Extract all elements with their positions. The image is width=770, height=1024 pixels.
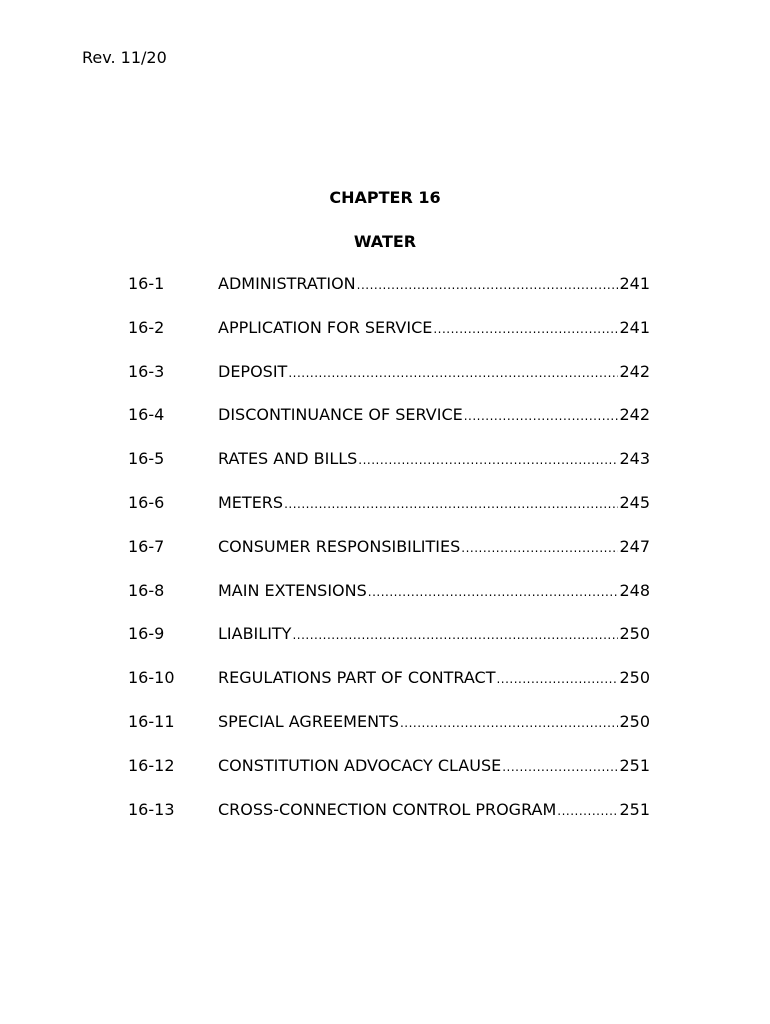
table-of-contents bbox=[128, 274, 650, 843]
chapter-title: WATER bbox=[353, 232, 417, 251]
section-number: 16-7 bbox=[128, 536, 165, 556]
section-title: CROSS-CONNECTION CONTROL PROGRAM bbox=[218, 799, 557, 819]
toc-entry bbox=[128, 493, 650, 537]
section-title: MAIN EXTENSIONS bbox=[218, 580, 367, 600]
section-title: RATES AND BILLS bbox=[218, 449, 358, 469]
dot-leader bbox=[357, 278, 619, 292]
section-title: CONSTITUTION ADVOCACY CLAUSE bbox=[218, 755, 502, 775]
section-number: 16-8 bbox=[128, 580, 165, 600]
page-number: 251 bbox=[619, 755, 650, 775]
section-title: APPLICATION FOR SERVICE bbox=[218, 317, 433, 337]
section-number: 16-2 bbox=[128, 317, 165, 337]
toc-entry bbox=[128, 712, 650, 756]
toc-entry bbox=[128, 537, 650, 581]
dot-leader bbox=[288, 366, 618, 380]
section-number: 16-12 bbox=[128, 755, 175, 775]
toc-entry bbox=[128, 624, 650, 668]
chapter-heading: CHAPTER 16 bbox=[329, 188, 441, 207]
section-number: 16-11 bbox=[128, 711, 175, 731]
toc-entry bbox=[128, 362, 650, 406]
toc-entry bbox=[128, 405, 650, 449]
page-number: 241 bbox=[619, 317, 650, 337]
section-title: LIABILITY bbox=[218, 624, 292, 644]
dot-leader bbox=[284, 497, 618, 511]
page-number: 245 bbox=[619, 492, 650, 512]
toc-entry bbox=[128, 668, 650, 712]
page-number: 243 bbox=[619, 449, 650, 469]
section-number: 16-13 bbox=[128, 799, 175, 819]
dot-leader bbox=[433, 322, 618, 336]
section-number: 16-3 bbox=[128, 361, 165, 381]
page-number: 242 bbox=[619, 405, 650, 425]
dot-leader bbox=[464, 409, 619, 423]
page-number: 250 bbox=[619, 711, 650, 731]
section-title: CONSUMER RESPONSIBILITIES bbox=[218, 536, 461, 556]
page-number: 251 bbox=[619, 799, 650, 819]
toc-entry bbox=[128, 756, 650, 800]
section-title: METERS bbox=[218, 492, 284, 512]
page-number: 250 bbox=[619, 668, 650, 688]
section-title: REGULATIONS PART OF CONTRACT bbox=[218, 668, 496, 688]
dot-leader bbox=[400, 716, 618, 730]
dot-leader bbox=[557, 804, 618, 818]
page-number: 241 bbox=[619, 274, 650, 293]
dot-leader bbox=[292, 628, 618, 642]
section-title: ADMINISTRATION bbox=[218, 274, 356, 293]
toc-entry bbox=[128, 581, 650, 625]
dot-leader bbox=[368, 585, 619, 599]
page-number: 247 bbox=[619, 536, 650, 556]
revision-label: Rev. 11/20 bbox=[82, 48, 167, 67]
dot-leader bbox=[461, 541, 618, 555]
section-title: DEPOSIT bbox=[218, 361, 288, 381]
section-number: 16-9 bbox=[128, 624, 165, 644]
toc-entry bbox=[128, 274, 650, 318]
dot-leader bbox=[358, 453, 618, 467]
section-number: 16-10 bbox=[128, 668, 175, 688]
page-number: 250 bbox=[619, 624, 650, 644]
toc-entry bbox=[128, 449, 650, 493]
section-number: 16-4 bbox=[128, 405, 165, 425]
section-title: SPECIAL AGREEMENTS bbox=[218, 711, 399, 731]
section-number: 16-1 bbox=[128, 274, 165, 293]
section-title: DISCONTINUANCE OF SERVICE bbox=[218, 405, 463, 425]
dot-leader bbox=[496, 672, 618, 686]
page-number: 248 bbox=[619, 580, 650, 600]
toc-entry bbox=[128, 800, 650, 844]
section-number: 16-5 bbox=[128, 449, 165, 469]
page-number: 242 bbox=[619, 361, 650, 381]
dot-leader bbox=[502, 760, 618, 774]
section-number: 16-6 bbox=[128, 492, 165, 512]
toc-entry bbox=[128, 318, 650, 362]
